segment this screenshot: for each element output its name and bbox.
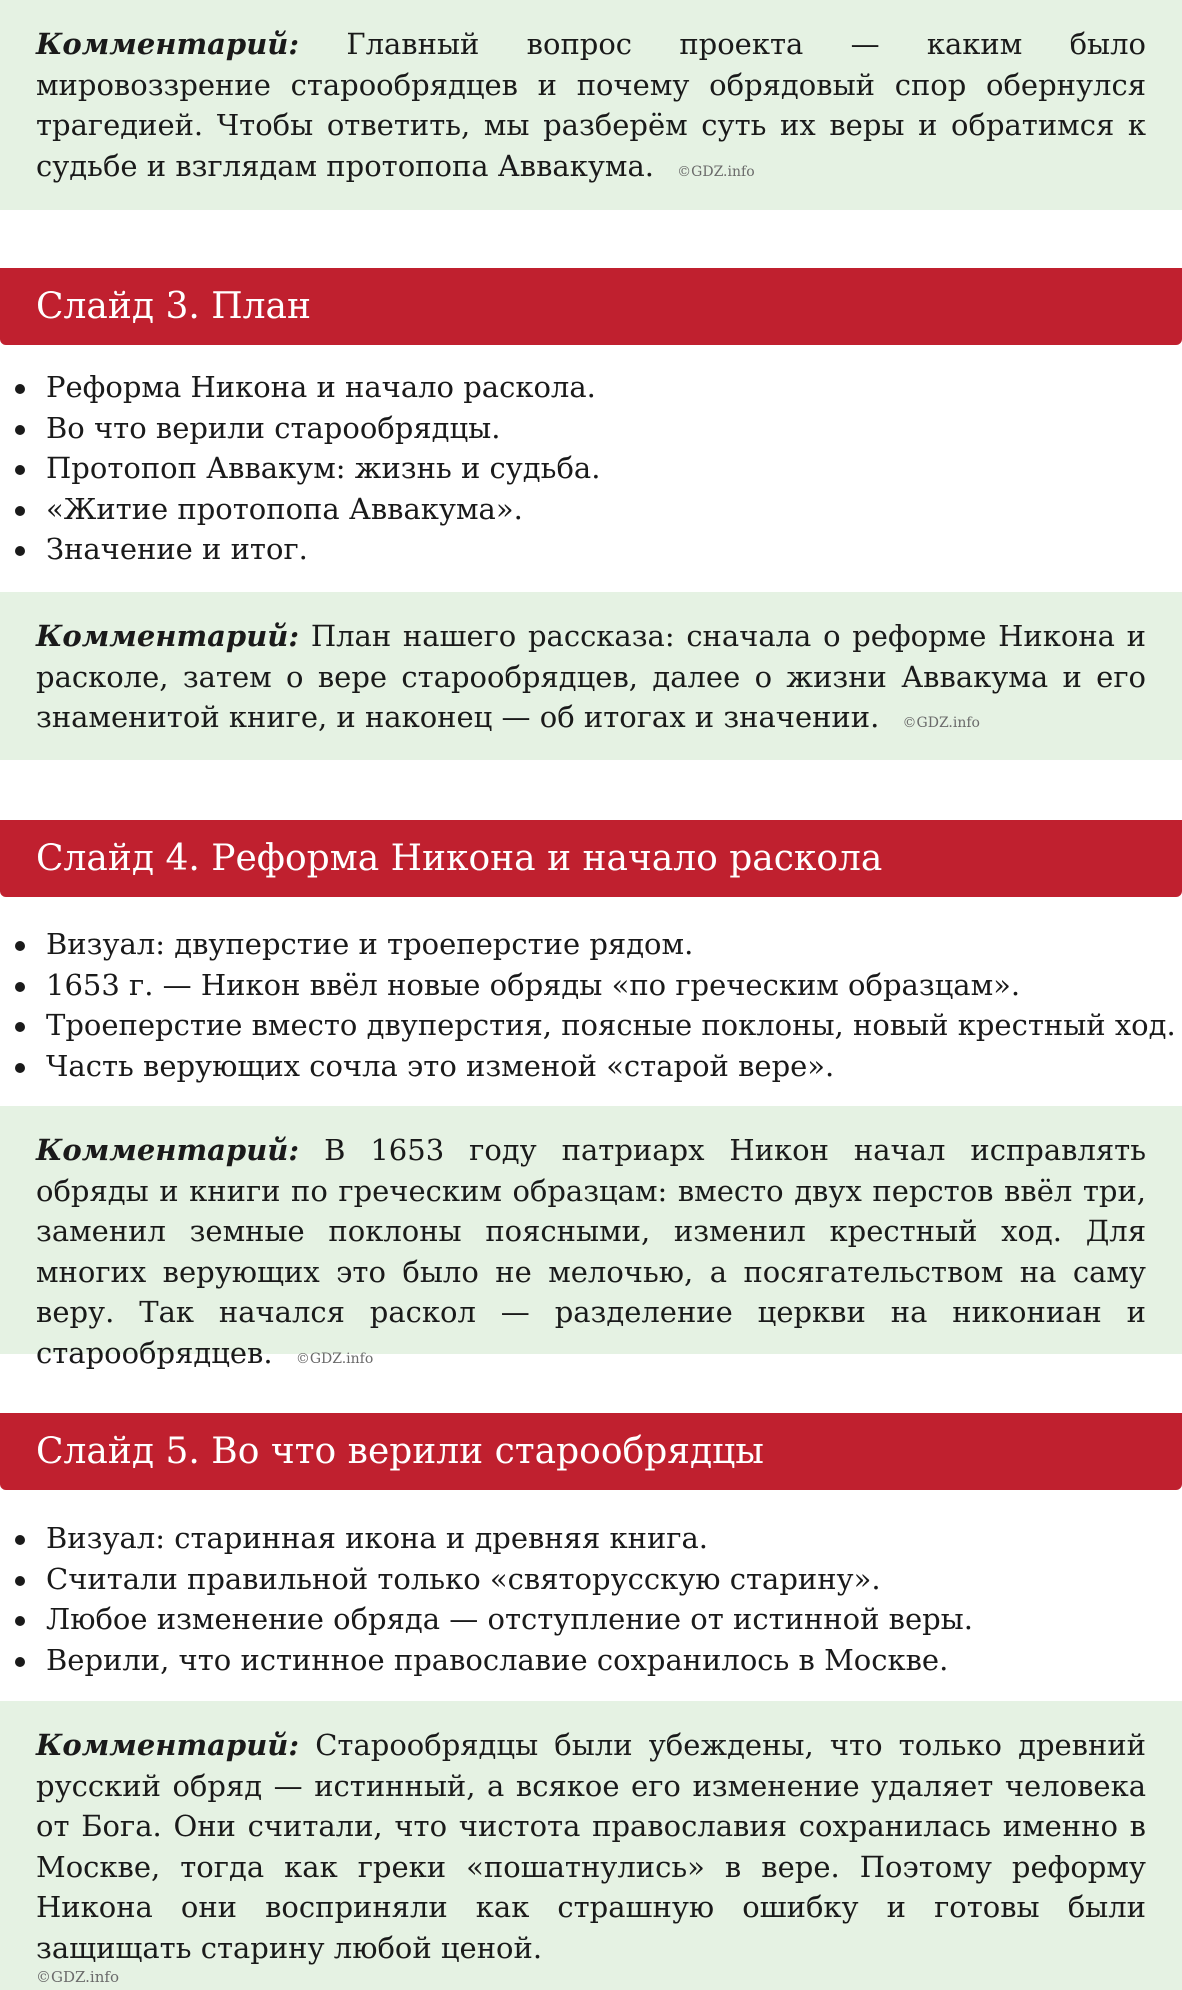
bullet-item: Реформа Никона и начало раскола.: [0, 367, 1182, 408]
slide-3-bullets: [0, 367, 1182, 570]
bullet-item: Визуал: старинная икона и древняя книга.: [0, 1518, 1182, 1559]
slide-5-header: [0, 1413, 1182, 1490]
slide-4-bullets: [0, 924, 1182, 1086]
bullet-item: Троеперстие вместо двуперстия, поясные поклоны, новый крестный ход.: [0, 1005, 1182, 1046]
comment-text: Главный вопрос проекта — каким было мировоззрение старообрядцев и почему обрядовый спор обернулся трагедией. Чтобы ответить, мы разберём суть их веры и обратимся к судьбе и взглядам протопопа Аввакума.: [36, 27, 1146, 183]
watermark-stamp: ©GDZ.info: [902, 715, 980, 731]
comment-text: План нашего рассказа: сначала о реформе Никона и расколе, затем о вере старообрядцев, далее о жизни Аввакума и его знаменитой книге, и наконец — об итогах и значении.: [36, 619, 1146, 734]
comment-box-slide-5: [0, 1701, 1182, 1990]
comment-box-intro: [0, 0, 1182, 210]
comment-box-slide-3: [0, 592, 1182, 760]
bullet-item: Протопоп Аввакум: жизнь и судьба.: [0, 448, 1182, 489]
comment-lead: Комментарий:: [36, 27, 300, 61]
bullet-item: Во что верили старообрядцы.: [0, 408, 1182, 449]
comment-lead: Комментарий:: [36, 1728, 300, 1762]
slide-title: Слайд 3. План: [36, 286, 311, 327]
bullet-item: «Житие протопопа Аввакума».: [0, 489, 1182, 530]
bullet-item: Любое изменение обряда — отступление от истинной веры.: [0, 1599, 1182, 1640]
watermark-stamp: ©GDZ.info: [677, 163, 755, 180]
slide-title: Слайд 4. Реформа Никона и начало раскола: [36, 838, 883, 879]
comment-box-slide-4: [0, 1106, 1182, 1370]
bullet-item: Считали правильной только «святорусскую старину».: [0, 1559, 1182, 1600]
bullet-item: Значение и итог.: [0, 529, 1182, 570]
comment-lead: Комментарий:: [36, 619, 300, 653]
comment-text: В 1653 году патриарх Никон начал исправлять обряды и книги по греческим образцам: вместо двух перстов ввёл три, заменил земные поклоны поясными, изменил крестный ход. Для многих верующих это было не мелочью, а посягательством на саму веру. Так начался раскол — разделение церкви на никониан и старообрядцев.: [36, 1133, 1147, 1370]
slide-4-header: [0, 820, 1182, 897]
slide-3-header: [0, 268, 1182, 345]
bullet-item: Часть верующих сочла это изменой «старой вере».: [0, 1046, 1182, 1087]
comment-text: Старообрядцы были убеждены, что только древний русский обряд — истинный, а всякое его изменение удаляет человека от Бога. Они считали, что чистота православия сохранилась именно в Москве, тогда как греки «пошатнулись» в вере. Поэтому реформу Никона они восприняли как страшную ошибку и готовы были защищать старину любой ценой.: [36, 1728, 1146, 1965]
comment-lead: Комментарий:: [36, 1133, 300, 1167]
bullet-item: Визуал: двуперстие и троеперстие рядом.: [0, 924, 1182, 965]
slide-5-bullets: [0, 1518, 1182, 1680]
bullet-item: Верили, что истинное православие сохранилось в Москве.: [0, 1640, 1182, 1681]
slide-title: Слайд 5. Во что верили старообрядцы: [36, 1431, 764, 1472]
watermark-stamp: ©GDZ.info: [295, 1350, 374, 1367]
watermark-stamp: ©GDZ.info: [36, 1968, 119, 1986]
bullet-item: 1653 г. — Никон ввёл новые обряды «по греческим образцам».: [0, 965, 1182, 1006]
